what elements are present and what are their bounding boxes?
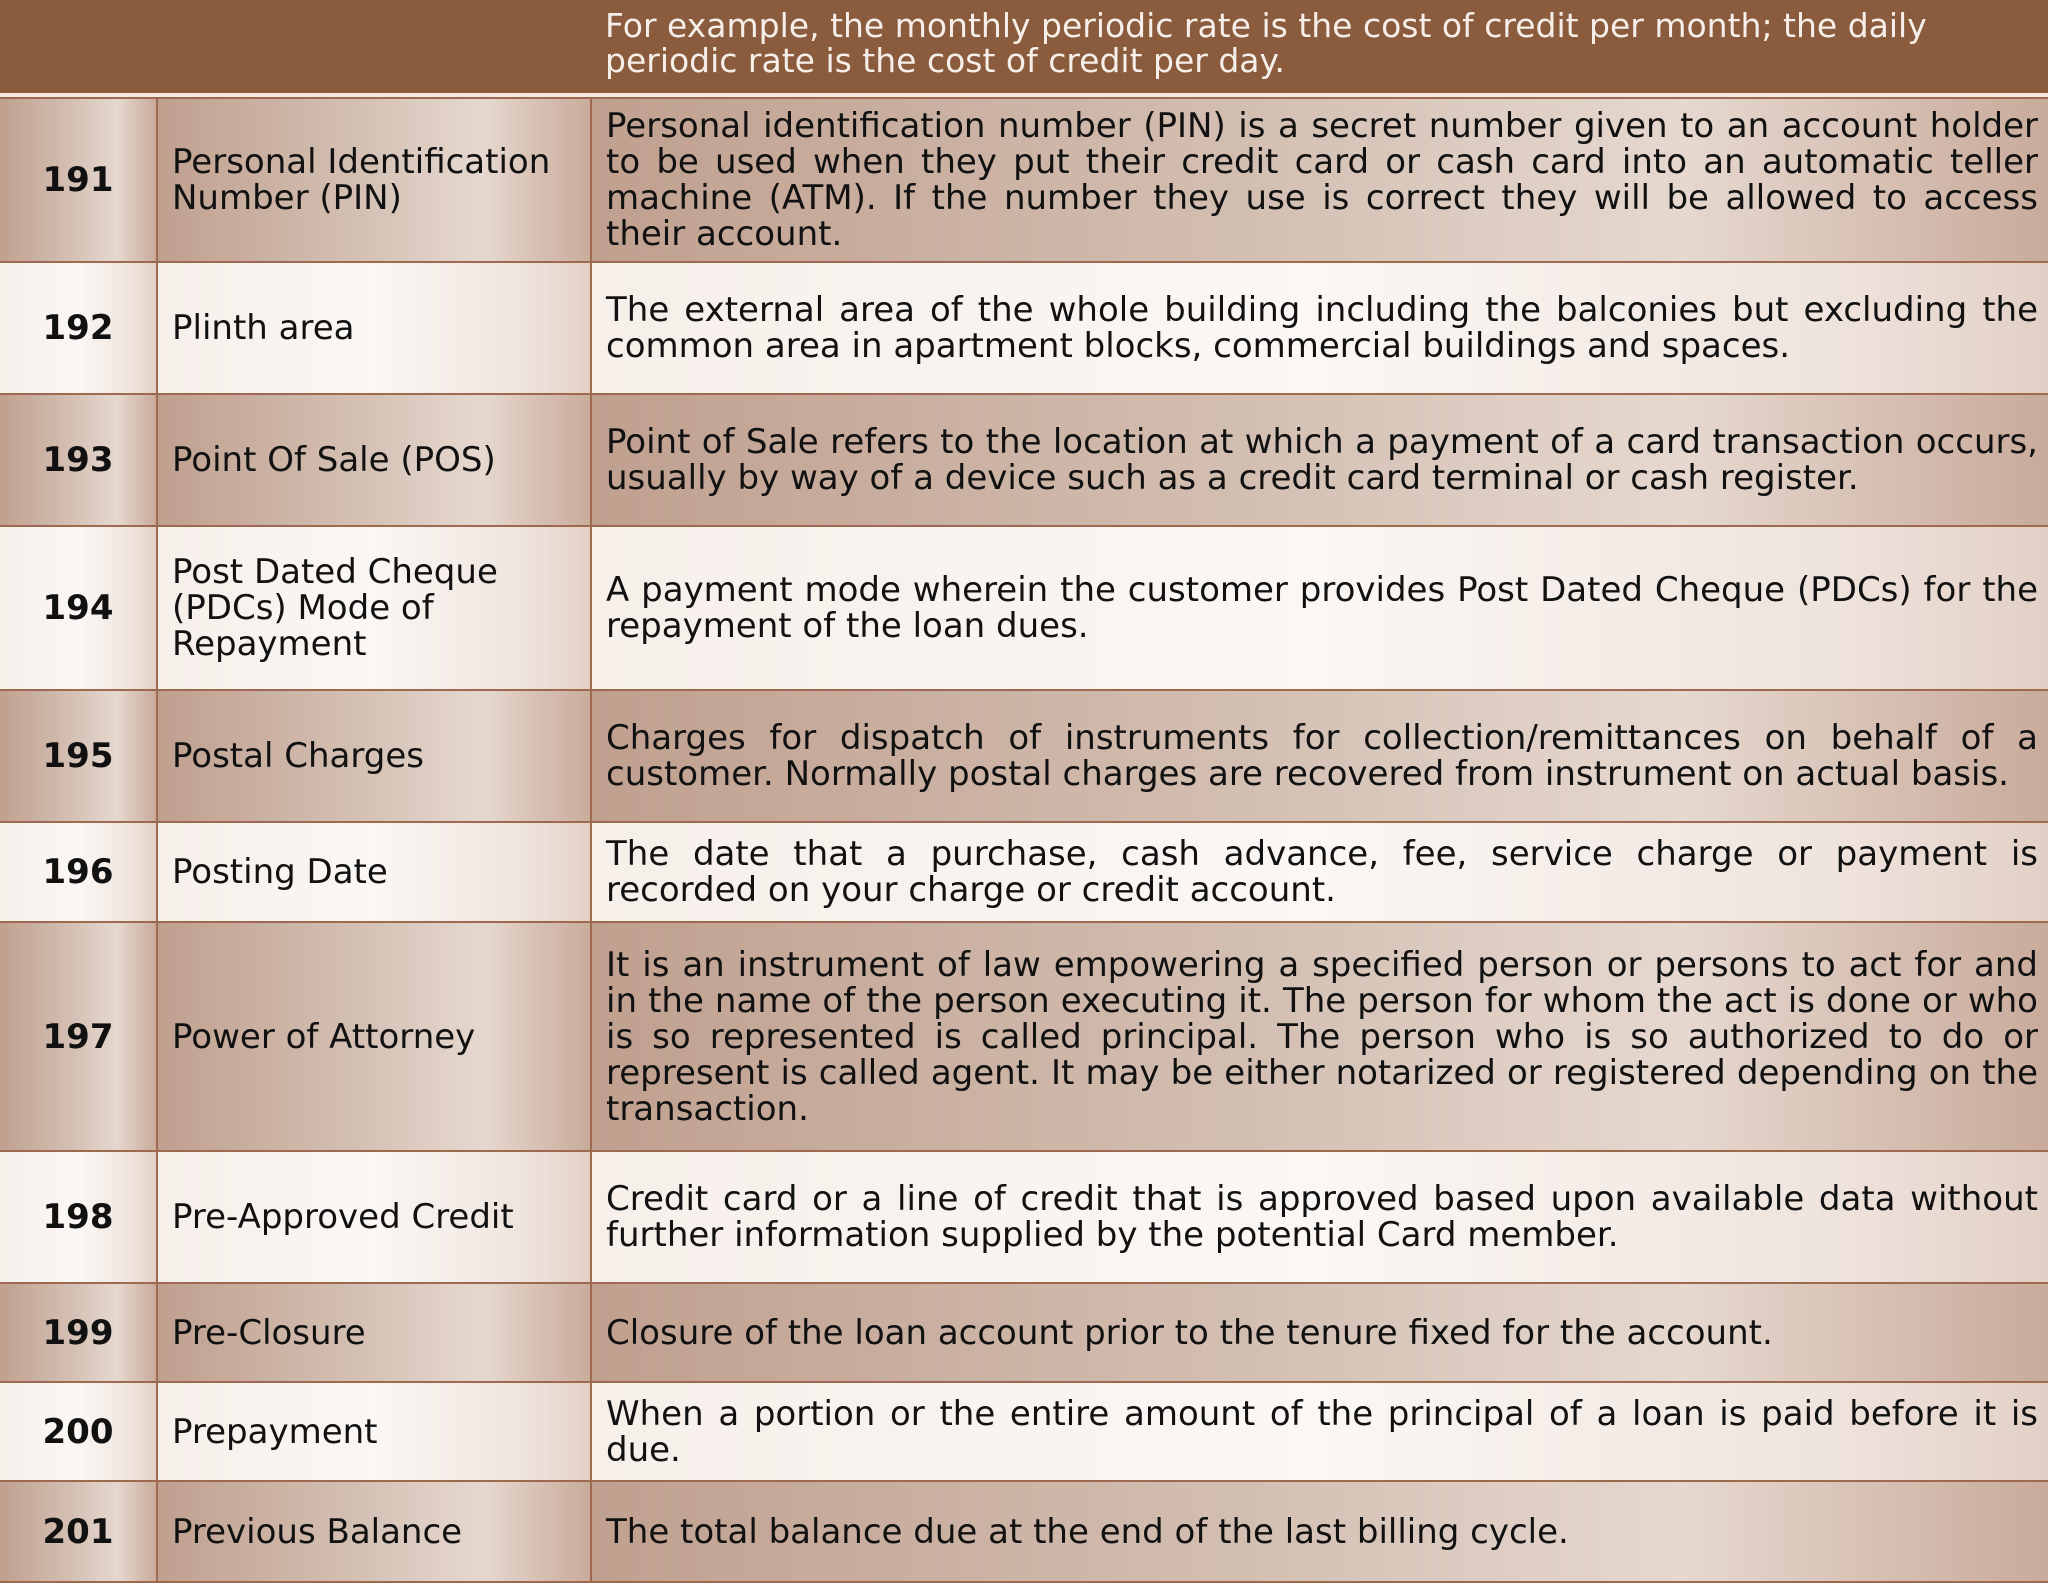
row-number: 198 [0,1151,157,1283]
table-row [0,922,2048,1151]
definition-cell: When a portion or the entire amount of the principal of a loan is paid before it is due. [591,1382,2048,1481]
table-row [0,1283,2048,1382]
table-row [0,1481,2048,1582]
table-row [0,526,2048,690]
definition-cell: Personal identification number (PIN) is a secret number given to an account holder to be used when they put their credit card or cash card into an automatic teller machine (ATM). If the number they use is correct they will be allowed to access their account. [591,98,2048,262]
definition-cell: Charges for dispatch of instruments for collection/remittances on behalf of a customer. Normally postal charges are recovered from instrument on actual basis. [591,690,2048,822]
row-number: 199 [0,1283,157,1382]
continuation-header [0,0,2048,97]
term-cell: Prepayment [157,1382,591,1481]
definition-cell: Credit card or a line of credit that is approved based upon available data without further information supplied by the potential Card member. [591,1151,2048,1283]
table-row [0,98,2048,262]
term-cell: Previous Balance [157,1481,591,1582]
definition-cell: Point of Sale refers to the location at which a payment of a card transaction occurs, usually by way of a device such as a credit card terminal or cash register. [591,394,2048,526]
term-cell: Pre-Closure [157,1283,591,1382]
table-row [0,822,2048,922]
definition-cell: The date that a purchase, cash advance, fee, service charge or payment is recorded on your charge or credit account. [591,822,2048,922]
table-row [0,1151,2048,1283]
row-number: 201 [0,1481,157,1582]
table-row [0,394,2048,526]
term-cell: Power of Attorney [157,922,591,1151]
definition-cell: The external area of the whole building including the balconies but excluding the common area in apartment blocks, commercial buildings and spaces. [591,262,2048,394]
table-row [0,262,2048,394]
row-number: 191 [0,98,157,262]
header-text: For example, the monthly periodic rate is the cost of credit per month; the daily periodic rate is the cost of credit per day. [605,6,1927,80]
row-number: 200 [0,1382,157,1481]
row-number: 193 [0,394,157,526]
term-cell: Post Dated Cheque (PDCs) Mode of Repayment [157,526,591,690]
definition-cell: A payment mode wherein the customer provides Post Dated Cheque (PDCs) for the repayment of the loan dues. [591,526,2048,690]
term-cell: Postal Charges [157,690,591,822]
row-number: 192 [0,262,157,394]
table-row [0,690,2048,822]
term-cell: Point Of Sale (POS) [157,394,591,526]
term-cell: Plinth area [157,262,591,394]
term-cell: Personal Identification Number (PIN) [157,98,591,262]
definition-cell: Closure of the loan account prior to the tenure fixed for the account. [591,1283,2048,1382]
row-number: 196 [0,822,157,922]
row-number: 195 [0,690,157,822]
table-row [0,1382,2048,1481]
definition-cell: The total balance due at the end of the last billing cycle. [591,1481,2048,1582]
row-number: 197 [0,922,157,1151]
definition-cell: It is an instrument of law empowering a specified person or persons to act for and in the name of the person executing it. The person for whom the act is done or who is so represented is called principal. The person who is so authorized to do or represent is called agent. It may be either notarized or registered depending on the transaction. [591,922,2048,1151]
term-cell: Pre-Approved Credit [157,1151,591,1283]
term-cell: Posting Date [157,822,591,922]
glossary-table [0,97,2048,1583]
row-number: 194 [0,526,157,690]
